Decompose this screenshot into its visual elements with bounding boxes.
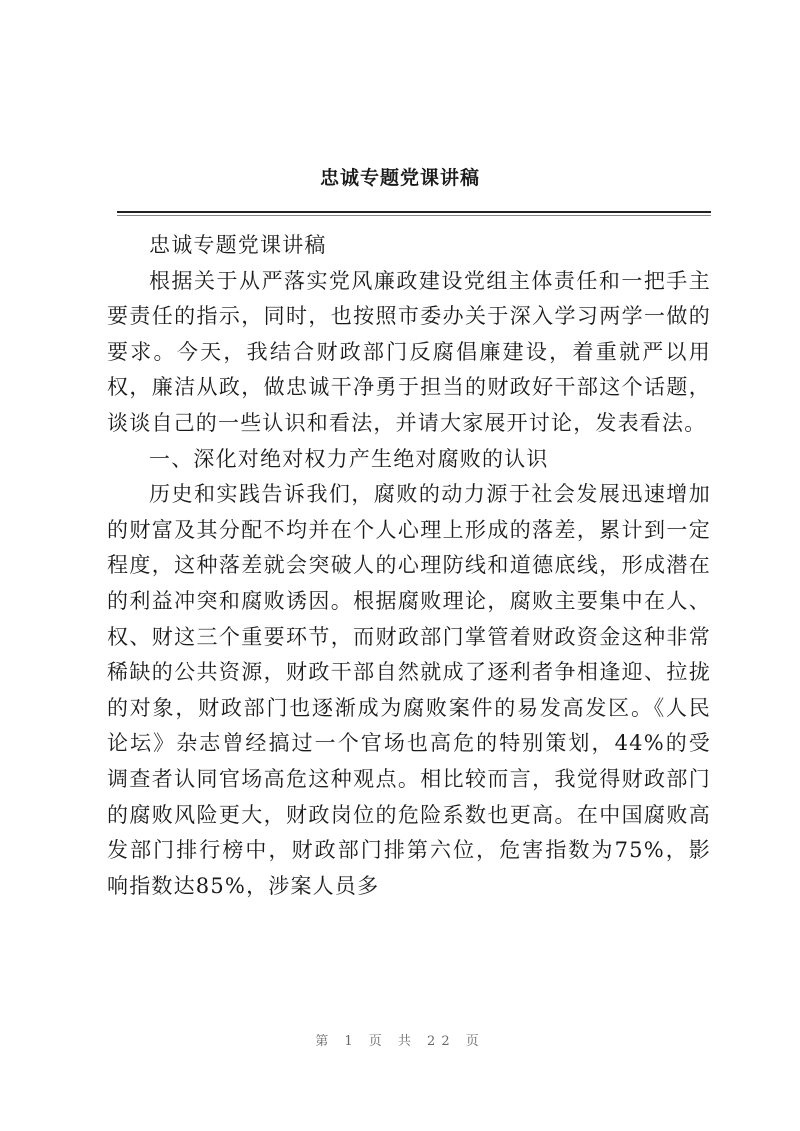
title-divider <box>117 211 711 213</box>
section-heading-1: 一、深化对绝对权力产生绝对腐败的认识 <box>149 446 549 471</box>
document-body <box>107 228 711 904</box>
paragraph-section-1: 历史和实践告诉我们，腐败的动力源于社会发展迅速增加的财富及其分配不均并在个人心理上形成的落差，累计到一定程度，这种落差就会突破人的心理防线和道德底线，形成潜在的利益冲突和腐败诱因。根据腐败理论，腐败主要集中在人、权、财这三个重要环节，而财政部门掌管着财政资金这种非常稀缺的公共资源，财政干部自然就成了逐利者争相逢迎、拉拢的对象，财政部门也逐渐成为腐败案件的易发高发区。《人民论坛》杂志曾经搞过一个官场也高危的特别策划，44%的受调查者认同官场高危这种观点。相比较而言，我觉得财政部门的腐败风险更大，财政岗位的危险系数也更高。在中国腐败高发部门排行榜中，财政部门排第六位，危害指数为75%，影响指数达85%，涉案人员多 <box>107 482 711 898</box>
paragraph-intro: 根据关于从严落实党风廉政建设党组主体责任和一把手主要责任的指示，同时，也按照市委办关于深入学习两学一做的要求。今天，我结合财政部门反腐倡廉建设，着重就严以用权，廉洁从政，做忠诚干净勇于担当的财政好干部这个话题，谈谈自己的一些认识和看法，并请大家展开讨论，发表看法。 <box>107 268 711 435</box>
page-number-footer: 第 1 页 共 22 页 <box>315 1034 485 1049</box>
document-title: 忠诚专题党课讲稿 <box>319 167 480 189</box>
paragraph-heading: 忠诚专题党课讲稿 <box>149 233 327 257</box>
title-divider-thin <box>117 215 711 216</box>
